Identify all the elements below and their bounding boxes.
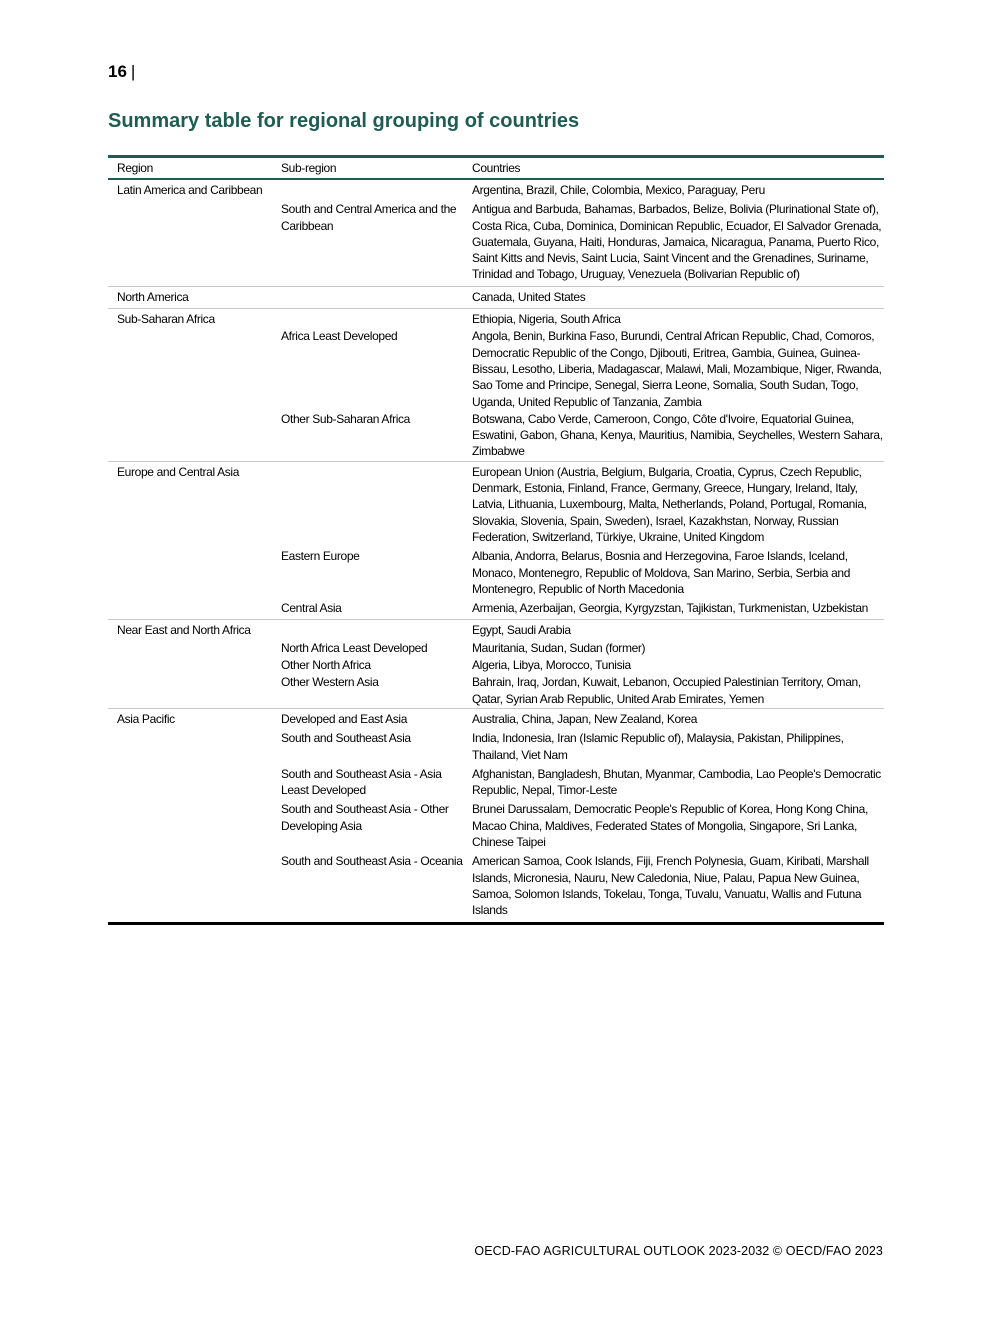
- table-row: [108, 730, 884, 766]
- region-group: [108, 180, 884, 287]
- region-cell: [108, 730, 272, 763]
- region-group: [108, 709, 884, 926]
- countries-cell: Argentina, Brazil, Chile, Colombia, Mexico, Paraguay, Peru: [472, 183, 765, 197]
- table-body: [108, 180, 884, 925]
- table-row: [108, 311, 884, 328]
- region-cell: [108, 328, 272, 409]
- subregion-cell: [272, 622, 463, 638]
- countries-cell: Canada, United States: [472, 289, 586, 304]
- subregion-cell: Developed and East Asia: [281, 711, 408, 726]
- region-cell: [108, 600, 272, 616]
- region-cell: Asia Pacific: [117, 711, 175, 726]
- subregion-cell: South and Southeast Asia - Asia Least Developed: [281, 766, 442, 798]
- header-subregion: Sub-region: [281, 160, 337, 175]
- countries-cell: Bahrain, Iraq, Jordan, Kuwait, Lebanon, Occupied Palestinian Territory, Oman, Qatar, Syrian Arab Republic, United Arab Emirates, Yemen: [472, 675, 861, 706]
- subregion-cell: Eastern Europe: [281, 549, 360, 564]
- countries-cell: Ethiopia, Nigeria, South Africa: [472, 312, 621, 327]
- countries-cell: Algeria, Libya, Morocco, Tunisia: [472, 658, 631, 673]
- countries-cell: Botswana, Cabo Verde, Cameroon, Congo, Côte d'Ivoire, Equatorial Guinea, Eswatini, Gabon, Ghana, Kenya, Mauritius, Namibia, Seychelles, Western Sahara, Zimbabwe: [472, 411, 883, 459]
- table-row: [108, 182, 884, 201]
- region-cell: [108, 548, 272, 597]
- region-group: [108, 620, 884, 708]
- countries-cell: Egypt, Saudi Arabia: [472, 623, 571, 638]
- countries-cell: India, Indonesia, Iran (Islamic Republic of), Malaysia, Pakistan, Philippines, Thailand, Viet Nam: [472, 731, 844, 762]
- table-row: [108, 853, 884, 921]
- table-row: [108, 766, 884, 802]
- countries-cell: American Samoa, Cook Islands, Fiji, French Polynesia, Guam, Kiribati, Marshall Islands, Micronesia, Nauru, New Caledonia, Niue, Palau, Papua New Guinea, Samoa, Solomon Islands, Tokelau, Tonga, Tuvalu, Vanuatu, Wallis and Futuna Islands: [472, 854, 869, 918]
- region-group: [108, 287, 884, 309]
- table-row: [108, 801, 884, 853]
- subregion-cell: South and Central America and the Caribbean: [281, 202, 457, 233]
- region-cell: [108, 657, 272, 673]
- subregion-cell: Other North Africa: [281, 658, 371, 673]
- table-row: [108, 674, 884, 708]
- table-row: [108, 711, 884, 730]
- region-cell: [108, 640, 272, 656]
- subregion-cell: Africa Least Developed: [281, 329, 398, 344]
- regional-grouping-table: [108, 155, 884, 925]
- countries-cell: European Union (Austria, Belgium, Bulgaria, Croatia, Cyprus, Czech Republic, Denmark, Estonia, Finland, France, Germany, Greece, Hungary, Ireland, Italy, Latvia, Lithuania, Luxembourg, Malta, Netherlands, Poland, Portugal, Romania, Slovakia, Slovenia, Spain, Sweden), Israel, Kazakhstan, Norway, Russian Federation, Switzerland, Türkiye, Ukraine, United Kingdom: [472, 464, 867, 544]
- subregion-cell: [272, 311, 463, 327]
- region-cell: [108, 411, 272, 460]
- page-number: 16 |: [108, 62, 136, 81]
- countries-cell: Antigua and Barbuda, Bahamas, Barbados, Belize, Bolivia (Plurinational State of), Costa Rica, Cuba, Dominica, Dominican Republic, Ecuador, El Salvador Grenada, Guatemala, Guyana, Haiti, Honduras, Jamaica, Nicaragua, Panama, Puerto Rico, Saint Kitts and Nevis, Saint Lucia, Saint Vincent and the Grenadines, Suriname, Trinidad and Tobago, Uruguay, Venezuela (Bolivarian Republic of): [472, 202, 882, 282]
- countries-cell: Afghanistan, Bangladesh, Bhutan, Myanmar, Cambodia, Lao People's Democratic Republic, Nepal, Timor-Leste: [472, 766, 881, 798]
- table-row: [108, 600, 884, 619]
- region-cell: [108, 853, 272, 918]
- region-cell: [108, 766, 272, 799]
- page-title: Summary table for regional grouping of countries: [108, 110, 580, 132]
- header-countries: Countries: [472, 160, 521, 175]
- subregion-cell: South and Southeast Asia - Oceania: [281, 854, 463, 869]
- region-cell: Europe and Central Asia: [117, 464, 240, 479]
- region-cell: Near East and North Africa: [117, 623, 251, 638]
- region-cell: Latin America and Caribbean: [117, 183, 263, 197]
- subregion-cell: [272, 289, 463, 305]
- region-cell: [108, 674, 272, 707]
- subregion-cell: Central Asia: [281, 601, 342, 616]
- table-row: [108, 657, 884, 674]
- header-region: Region: [117, 160, 153, 175]
- subregion-cell: North Africa Least Developed: [281, 640, 428, 655]
- subregion-cell: [272, 182, 463, 198]
- subregion-cell: [272, 464, 463, 545]
- countries-cell: Angola, Benin, Burkina Faso, Burundi, Central African Republic, Chad, Comoros, Democratic Republic of the Congo, Djibouti, Eritrea, Gambia, Guinea, Guinea-Bissau, Lesotho, Liberia, Madagascar, Malawi, Mali, Mozambique, Niger, Rwanda, Sao Tome and Principe, Senegal, Sierra Leone, Somalia, South Sudan, Togo, Uganda, United Republic of Tanzania, Zambia: [472, 329, 882, 409]
- region-cell: [108, 201, 272, 282]
- region-group: [108, 462, 884, 621]
- subregion-cell: Other Western Asia: [281, 675, 379, 690]
- countries-cell: Brunei Darussalam, Democratic People's Republic of Korea, Hong Kong China, Macao China, Maldives, Federated States of Mongolia, Singapore, Sri Lanka, Chinese Taipei: [472, 802, 868, 849]
- table-row: [108, 622, 884, 639]
- table-row: [108, 328, 884, 410]
- region-cell: [108, 801, 272, 850]
- subregion-cell: South and Southeast Asia - Other Developing Asia: [281, 802, 449, 833]
- table-row: [108, 548, 884, 600]
- region-cell: North America: [117, 289, 189, 304]
- countries-cell: Mauritania, Sudan, Sudan (former): [472, 640, 646, 655]
- table-header: [108, 155, 884, 180]
- table-row: [108, 411, 884, 461]
- countries-cell: Australia, China, Japan, New Zealand, Korea: [472, 711, 698, 726]
- countries-cell: Armenia, Azerbaijan, Georgia, Kyrgyzstan, Tajikistan, Turkmenistan, Uzbekistan: [472, 601, 869, 616]
- countries-cell: Albania, Andorra, Belarus, Bosnia and Herzegovina, Faroe Islands, Iceland, Monaco, Montenegro, Republic of Moldova, San Marino, Serbia, Serbia and Montenegro, Republic of North Macedonia: [472, 549, 851, 596]
- subregion-cell: South and Southeast Asia: [281, 731, 411, 746]
- page-footer: OECD-FAO AGRICULTURAL OUTLOOK 2023-2032 © OECD/FAO 2023: [474, 1244, 883, 1258]
- table-row: [108, 464, 884, 548]
- table-row: [108, 640, 884, 657]
- region-cell: Sub-Saharan Africa: [117, 312, 215, 327]
- region-group: [108, 309, 884, 462]
- table-row: [108, 289, 884, 308]
- subregion-cell: Other Sub-Saharan Africa: [281, 411, 411, 426]
- table-row: [108, 201, 884, 285]
